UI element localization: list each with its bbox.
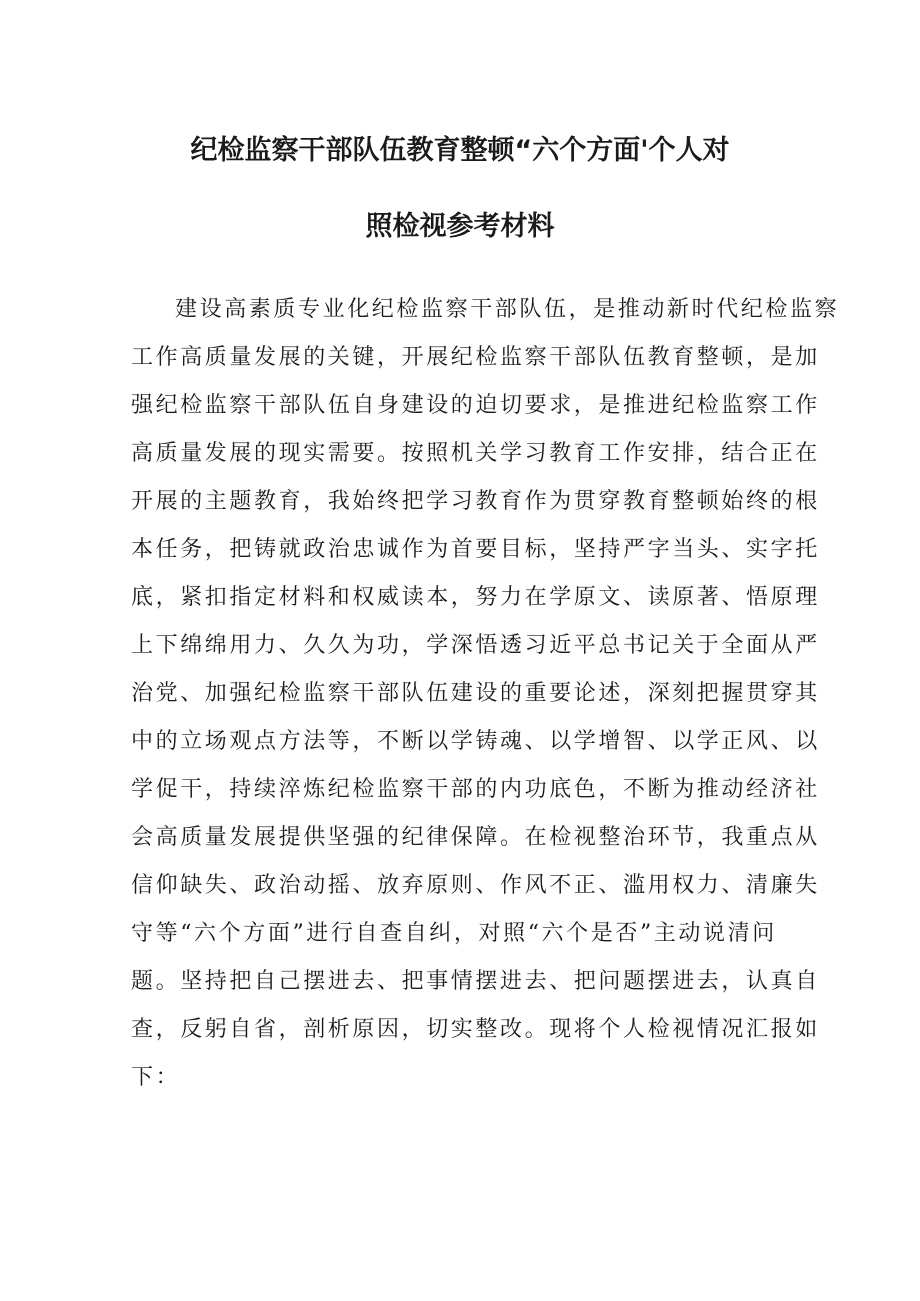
paragraph-line: 会高质量发展提供坚强的纪律保障。在检视整治环节，我重点从 bbox=[131, 825, 820, 850]
paragraph-line: 中的立场观点方法等，不断以学铸魂、以学增智、以学正风、以 bbox=[131, 729, 820, 754]
paragraph-line: 底，紧扣指定材料和权威读本，努力在学原文、读原著、悟原理 bbox=[131, 585, 820, 610]
paragraph-line: 下： bbox=[131, 1065, 181, 1090]
document-title-line-1: 纪检监察干部队伍教育整顿“六个方面'个人对 bbox=[190, 135, 730, 166]
paragraph-line: 治党、加强纪检监察干部队伍建设的重要论述，深刻把握贯穿其 bbox=[131, 681, 820, 706]
paragraph-line: 上下绵绵用力、久久为功，学深悟透习近平总书记关于全面从严 bbox=[131, 633, 820, 658]
document-title-line-2: 照检视参考材料 bbox=[365, 211, 555, 242]
paragraph-line: 学促干，持续淬炼纪检监察干部的内功底色，不断为推动经济社 bbox=[131, 777, 820, 802]
body-paragraph bbox=[131, 286, 840, 1102]
paragraph-line: 强纪检监察干部队伍自身建设的迫切要求，是推进纪检监察工作 bbox=[131, 393, 820, 418]
paragraph-line: 查，反躬自省，剖析原因，切实整改。现将个人检视情况汇报如 bbox=[131, 1017, 820, 1042]
paragraph-line: 信仰缺失、政治动摇、放弃原则、作风不正、滥用权力、清廉失 bbox=[131, 873, 820, 898]
paragraph-line: 开展的主题教育，我始终把学习教育作为贯穿教育整顿始终的根 bbox=[131, 489, 820, 514]
paragraph-line: 高质量发展的现实需要。按照机关学习教育工作安排，结合正在 bbox=[131, 441, 820, 466]
paragraph-line: 建设高素质专业化纪检监察干部队伍，是推动新时代纪检监察 bbox=[175, 297, 840, 322]
paragraph-line: 工作高质量发展的关键，开展纪检监察干部队伍教育整顿，是加 bbox=[131, 345, 820, 370]
paragraph-line: 守等“六个方面”进行自查自纠，对照“六个是否”主动说清问 bbox=[131, 921, 777, 946]
paragraph-line: 题。坚持把自己摆进去、把事情摆进去、把问题摆进去，认真自 bbox=[131, 969, 820, 994]
paragraph-line: 本任务，把铸就政治忠诚作为首要目标，坚持严字当头、实字托 bbox=[131, 537, 820, 562]
